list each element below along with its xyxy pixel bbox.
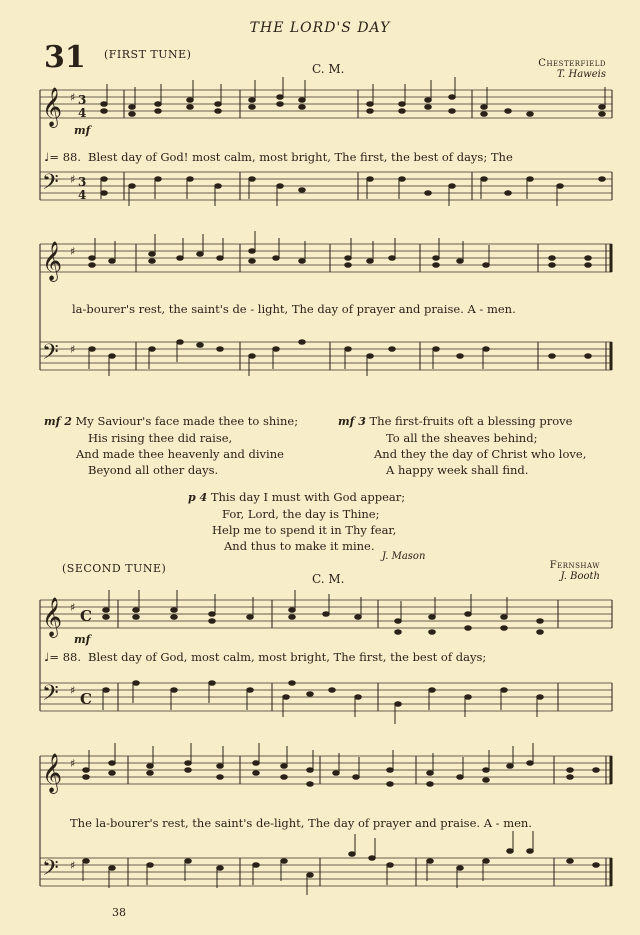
svg-text:𝄞: 𝄞: [42, 87, 63, 127]
svg-text:C: C: [80, 607, 92, 625]
verse-4-line-1: This day I must with God appear;: [210, 490, 406, 504]
second-tune-tempo: ♩= 88.: [44, 650, 82, 664]
second-tune-meter: C. M.: [312, 572, 345, 586]
svg-text:𝄞: 𝄞: [42, 597, 63, 637]
second-tune-dynamic: mf: [74, 633, 91, 646]
svg-text:♯: ♯: [70, 343, 76, 356]
verse-4-line-3: Help me to spend it in Thy fear,: [212, 523, 397, 537]
first-tune-dynamic: mf: [74, 124, 91, 137]
first-tune-lyric-line-1: Blest day of God! most calm, most bright, The first, the best of days; The: [88, 150, 513, 164]
hymn-number: 31: [44, 40, 86, 75]
running-head: THE LORD'S DAY: [249, 20, 391, 36]
verse-2-line-4: Beyond all other days.: [88, 463, 219, 477]
time-signature-top: 3: [78, 93, 87, 107]
first-tune-lyric-line-2: la-bourer's rest, the saint's de - light, The day of prayer and praise. A - men.: [72, 302, 516, 316]
verse-2-line-2: His rising thee did raise,: [88, 431, 233, 445]
second-tune-composer: J. Booth: [560, 571, 600, 582]
verse-3: [338, 413, 586, 478]
svg-text:♯: ♯: [70, 173, 76, 186]
svg-text:♯: ♯: [70, 684, 76, 697]
verse-3-line-2: To all the sheaves behind;: [386, 431, 538, 445]
svg-text:C: C: [80, 690, 92, 708]
svg-text:𝄢: 𝄢: [42, 170, 59, 200]
svg-text:4: 4: [78, 188, 87, 202]
page-number: 38: [112, 906, 126, 919]
verse-3-line-1: The first-fruits oft a blessing prove: [369, 414, 573, 428]
verse-3-line-4: A happy week shall find.: [386, 463, 529, 477]
verse-2-line-1: My Saviour's face made thee to shine;: [75, 414, 299, 428]
first-tune-tempo: ♩= 88.: [44, 150, 82, 164]
svg-text:♯: ♯: [70, 91, 76, 104]
first-tune-composer: T. Haweis: [556, 69, 606, 80]
svg-text:♯: ♯: [70, 859, 76, 872]
first-tune-name: Chesterfield: [538, 58, 606, 69]
second-tune-label: (SECOND TUNE): [62, 562, 167, 575]
second-tune-lyric-line-1: Blest day of God, most calm, most bright, The first, the best of days;: [88, 650, 487, 664]
first-tune-meter: C. M.: [312, 62, 345, 76]
first-tune-label: (FIRST TUNE): [104, 48, 192, 61]
svg-text:𝄢: 𝄢: [42, 856, 59, 886]
svg-text:𝄞: 𝄞: [42, 753, 63, 793]
second-tune-name: Fernshaw: [549, 560, 600, 571]
verse-3-line-3: And they the day of Christ who love,: [374, 447, 587, 461]
time-signature-bottom: 4: [78, 106, 87, 120]
verse-4-line-4: And thus to make it mine.: [224, 539, 375, 553]
verse-2: [44, 413, 298, 478]
svg-text:𝄢: 𝄢: [42, 681, 59, 711]
verse-4-marker: p 4: [188, 491, 208, 504]
svg-text:𝄞: 𝄞: [42, 241, 63, 281]
svg-text:♯: ♯: [70, 245, 76, 258]
verse-3-marker: mf 3: [338, 415, 366, 428]
verse-2-marker: mf 2: [44, 415, 72, 428]
second-tune-lyric-line-2: The la-bourer's rest, the saint's de-light, The day of prayer and praise. A - men.: [70, 816, 532, 830]
text-credit: J. Mason: [382, 551, 426, 562]
verse-4: [188, 489, 405, 554]
verse-4-line-2: For, Lord, the day is Thine;: [222, 507, 380, 521]
svg-text:3: 3: [78, 175, 87, 189]
verse-2-line-3: And made thee heavenly and divine: [76, 447, 284, 461]
svg-text:♯: ♯: [70, 601, 76, 614]
svg-text:𝄢: 𝄢: [42, 340, 59, 370]
svg-text:♯: ♯: [70, 757, 76, 770]
